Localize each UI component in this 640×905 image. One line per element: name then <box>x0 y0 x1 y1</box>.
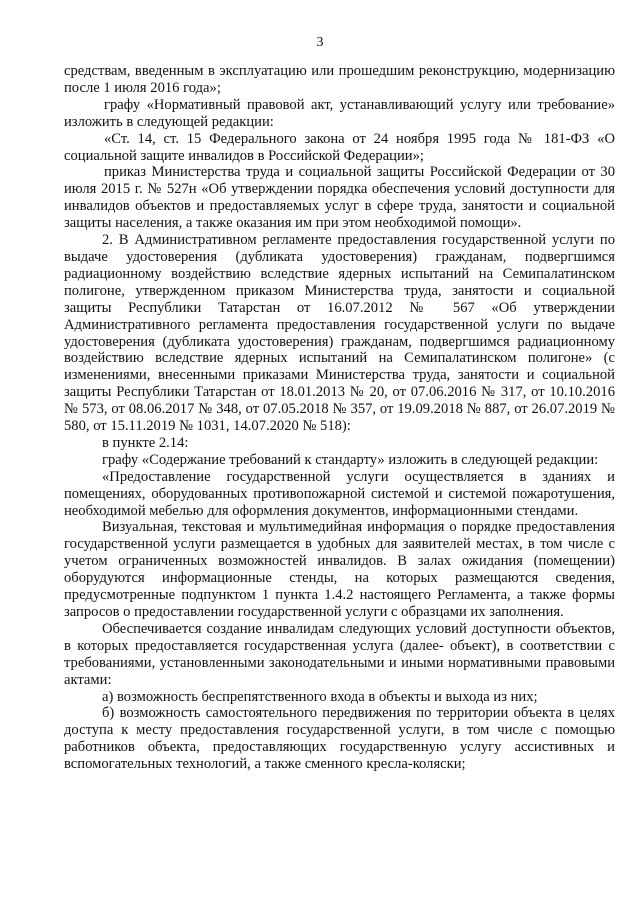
paragraph-4: приказ Министерства труда и социальной защиты Российской Федерации от 30 июля 2015 г. № 527н «Об утверждении порядка обеспечения условий доступности для инвалидов объектов и предоставляемых услуг в сфере труда, занятости и социальной защиты населения, а также оказания им при этом необходимой помощи». <box>64 164 615 232</box>
paragraph-6: в пункте 2.14: <box>102 434 189 451</box>
paragraph-5: 2. В Административном регламенте предоставления государственной услуги по выдаче удостоверения (дубликата удостоверения) гражданам, подвергшимся радиационному воздействию вследствие ядерных испытаний на Семипалатинском полигоне, утвержденном приказом Министерства труда, занятости и социальной защиты Республики Татарстан от 16.07.2012 № 567 «Об утверждении Административного регламента предоставления государственной услуги по выдаче удостоверения (дубликата удостоверения) гражданам, подвергшимся радиационному воздействию вследствие ядерных испытаний на Семипалатинском полигоне» (с изменениями, внесенными приказами Министерства труда, занятости и социальной защиты Республики Татарстан от 18.01.2013 № 20, от 07.06.2016 № 317, от 10.10.2016 № 573, от 08.06.2017 № 348, от 07.05.2018 № 357, от 19.09.2018 № 887, от 26.07.2019 № 580, от 15.11.2019 № 1031, 14.07.2020 № 518): <box>64 232 615 435</box>
paragraph-8: «Предоставление государственной услуги осуществляется в зданиях и помещениях, оборудованных противопожарной системой и системой пожаротушения, необходимой мебелью для оформления документов, информационными стендами. <box>64 468 615 519</box>
paragraph-10: Обеспечивается создание инвалидам следующих условий доступности объектов, в которых предоставляется государственная услуга (далее- объект), в соответствии с требованиями, установленными законодательными и иными нормативными правовыми актами: <box>64 620 615 688</box>
paragraph-2: графу «Нормативный правовой акт, устанавливающий услугу или требование» изложить в следующей редакции: <box>64 96 615 130</box>
paragraph-11: а) возможность беспрепятственного входа в объекты и выхода из них; <box>102 688 538 705</box>
paragraph-7: графу «Содержание требований к стандарту» изложить в следующей редакции: <box>102 451 599 468</box>
paragraph-9: Визуальная, текстовая и мультимедийная информация о порядке предоставления государственной услуги размещается в удобных для заявителей местах, в том числе с учетом ограниченных возможностей инвалидов. В залах ожидания (помещении) оборудуются информационные стенды, на которых размещаются сведения, предусмотренные подпунктом 1 пункта 1.4.2 настоящего Регламента, а также формы запросов о предоставлении государственной услуги с образцами их заполнения. <box>64 519 615 620</box>
page-number: 3 <box>316 35 324 50</box>
document-body <box>64 63 615 773</box>
paragraph-12: б) возможность самостоятельного передвижения по территории объекта в целях доступа к месту предоставления государственной услуги, в том числе с помощью работников объекта, предоставляющих государственную услугу ассистивных и вспомогательных технологий, а также сменного кресла-коляски; <box>64 705 615 773</box>
paragraph-3: «Ст. 14, ст. 15 Федерального закона от 24 ноября 1995 года № 181-ФЗ «О социальной защите инвалидов в Российской Федерации»; <box>64 130 615 164</box>
paragraph-1: средствам, введенным в эксплуатацию или прошедшим реконструкцию, модернизацию после 1 июля 2016 года»; <box>64 63 615 96</box>
